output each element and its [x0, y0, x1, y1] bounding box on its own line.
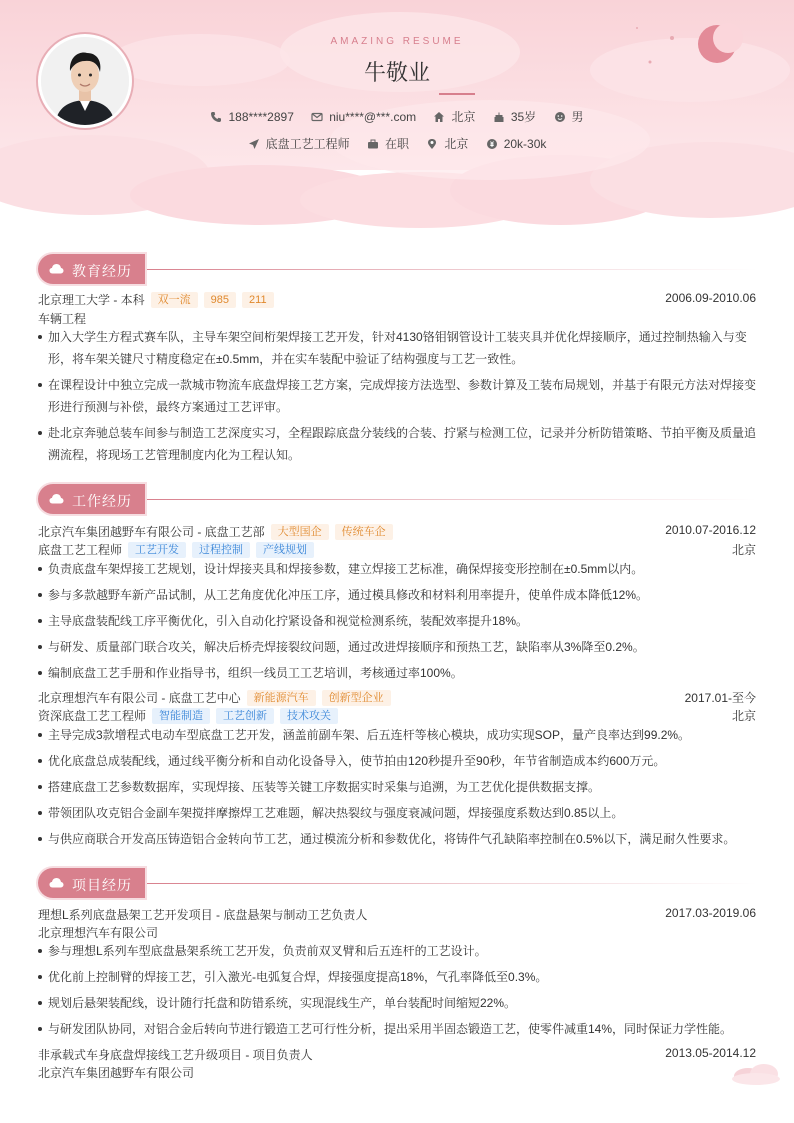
- education-header-row: [38, 291, 756, 309]
- company-tag: 大型国企: [271, 524, 329, 540]
- list-item: 参与理想L系列车型底盘悬架系统工艺开发，负责前双叉臂和后五连杆的工艺设计。: [38, 940, 756, 962]
- work-city: 北京: [731, 709, 756, 723]
- work-date: 2010.07-2016.12: [665, 523, 756, 537]
- section-title-text: 教育经历: [72, 263, 132, 279]
- contact-info-row: [0, 108, 794, 126]
- resume-tagline: AMAZING RESUME: [330, 36, 464, 47]
- send-icon: [248, 138, 260, 150]
- cloud-icon: [49, 263, 64, 274]
- section-title-text: 工作经历: [72, 493, 132, 509]
- list-item: 与供应商联合开发高压铸造铝合金转向节工艺，通过模流分析和参数优化，将铸件气孔缺陷率控制在0.5%以下，满足耐久性要求。: [38, 828, 756, 850]
- skill-tag: 过程控制: [192, 542, 250, 558]
- project-name: 非承载式车身底盘焊接线工艺升级项目 - 项目负责人: [38, 1048, 313, 1062]
- name-underline: [439, 93, 475, 95]
- school-tag: 211: [242, 292, 274, 308]
- list-item: 赴北京奔驰总装车间参与制造工艺深度实习，全程跟踪底盘分装线的合装、拧紧与检测工位，记录并分析防错策略、节拍平衡及质量追溯流程，将现场工艺管理制度内化为工程认知。: [38, 422, 756, 466]
- project-company: 北京理想汽车有限公司: [38, 926, 159, 940]
- phone-icon: [210, 111, 222, 123]
- project-company-row: [38, 1064, 756, 1082]
- job-title: 资深底盘工艺工程师: [38, 709, 147, 723]
- info-email: niu****@***.com: [311, 110, 416, 124]
- skill-tag: 工艺开发: [128, 542, 186, 558]
- info-status: 在职: [367, 135, 409, 152]
- major: 车辆工程: [38, 312, 87, 326]
- location-pin-icon: [426, 138, 438, 150]
- candidate-name: 牛敬业: [363, 60, 430, 85]
- info-position: 底盘工艺工程师: [248, 135, 350, 152]
- project-bullets: [38, 940, 756, 1044]
- work-bullets: [38, 724, 756, 854]
- skill-tag: 智能制造: [152, 708, 210, 724]
- list-item: 在课程设计中独立完成一款城市物流车底盘焊接工艺方案，完成焊接方法选型、参数计算及工装布局规划，并基于有限元方法对焊接变形进行预测与补偿，最终方案通过工艺评审。: [38, 374, 756, 418]
- skill-tag: 技术攻关: [280, 708, 338, 724]
- school-tag: 双一流: [151, 292, 198, 308]
- gender-icon: [554, 111, 566, 123]
- education-date: 2006.09-2010.06: [665, 291, 756, 305]
- project-name: 理想L系列底盘悬架工艺开发项目 - 底盘悬架与制动工艺负责人: [38, 908, 368, 922]
- work-company-row: [38, 523, 756, 541]
- list-item: 参与多款越野车新产品试制，从工艺角度优化冲压工序，通过模具修改和材料利用率提升，使单件成本降低12%。: [38, 584, 756, 606]
- education-bullets: [38, 326, 756, 470]
- section-divider: [147, 499, 757, 500]
- list-item: 带领团队攻克铝合金副车架搅拌摩擦焊工艺难题，解决热裂纹与强度衰减问题，焊接强度系数达到0.85以上。: [38, 802, 756, 824]
- list-item: 规划后悬架装配线，设计随行托盘和防错系统，实现混线生产，单台装配时间缩短22%。: [38, 992, 756, 1014]
- section-divider: [147, 269, 757, 270]
- project-date: 2017.03-2019.06: [665, 906, 756, 920]
- school-name: 北京理工大学 - 本科: [38, 293, 145, 307]
- list-item: 搭建底盘工艺参数数据库，实现焊接、压装等关键工序数据实时采集与追溯，为工艺优化提供数据支撑。: [38, 776, 756, 798]
- work-city: 北京: [731, 543, 756, 557]
- mail-icon: [311, 111, 323, 123]
- project-date: 2013.05-2014.12: [665, 1046, 756, 1060]
- job-title: 底盘工艺工程师: [38, 543, 123, 557]
- list-item: 优化底盘总成装配线，通过线平衡分析和自动化设备导入，使节拍由120秒提升至90秒，年节省制造成本约600万元。: [38, 750, 756, 772]
- section-title-text: 项目经历: [72, 877, 132, 893]
- project-header-row: [38, 906, 756, 924]
- work-title-row: [38, 541, 756, 559]
- list-item: 主导底盘装配线工序平衡优化，引入自动化拧紧设备和视觉检测系统，装配效率提升18%。: [38, 610, 756, 632]
- info-salary: 20k-30k: [486, 137, 547, 151]
- info-city: 北京: [426, 135, 468, 152]
- section-divider: [147, 883, 757, 884]
- list-item: 编制底盘工艺手册和作业指导书，组织一线员工工艺培训，考核通过率100%。: [38, 662, 756, 684]
- company-tag: 创新型企业: [322, 690, 391, 706]
- list-item: 加入大学生方程式赛车队，主导车架空间桁架焊接工艺开发，针对4130铬钼钢管设计工装夹具并优化焊接顺序，通过控制热输入与变形，将车架关键尺寸精度稳定在±0.5mm，并在实车装配中验证了结构强度与工艺一致性。: [38, 326, 756, 370]
- work-date: 2017.01-至今: [684, 691, 756, 705]
- company-tag: 传统车企: [335, 524, 393, 540]
- info-hometown: 北京: [433, 108, 475, 125]
- briefcase-icon: [367, 138, 379, 150]
- school-tag: 985: [204, 292, 236, 308]
- info-gender: 男: [554, 108, 584, 125]
- list-item: 负责底盘车架焊接工艺规划，设计焊接夹具和焊接参数，建立焊接工艺标准，确保焊接变形控制在±0.5mm以内。: [38, 558, 756, 580]
- skill-tag: 产线规划: [256, 542, 314, 558]
- company-name: 北京理想汽车有限公司 - 底盘工艺中心: [38, 691, 241, 705]
- resume-header: [0, 0, 794, 232]
- list-item: 主导完成3款增程式电动车型底盘工艺开发，涵盖前副车架、后五连杆等核心模块，成功实现SOP，量产良率达到99.2%。: [38, 724, 756, 746]
- project-header-row: [38, 1046, 756, 1064]
- company-tag: 新能源汽车: [247, 690, 316, 706]
- decorative-cloud-icon: [728, 1058, 784, 1086]
- company-name: 北京汽车集团越野车有限公司 - 底盘工艺部: [38, 525, 265, 539]
- work-company-row: [38, 689, 756, 707]
- job-intent-row: [0, 135, 794, 153]
- work-bullets: [38, 558, 756, 688]
- cloud-icon: [49, 493, 64, 504]
- salary-icon: [486, 138, 498, 150]
- list-item: 与研发、质量部门联合攻关，解决后桥壳焊接裂纹问题，通过改进焊接顺序和预热工艺，缺陷率从3%降至0.2%。: [38, 636, 756, 658]
- info-age: 35岁: [493, 108, 536, 125]
- info-phone: 188****2897: [210, 110, 293, 124]
- skill-tag: 工艺创新: [216, 708, 274, 724]
- list-item: 优化前上控制臂的焊接工艺，引入激光-电弧复合焊，焊接强度提高18%，气孔率降低至0.3%。: [38, 966, 756, 988]
- list-item: 与研发团队协同，对铝合金后转向节进行锻造工艺可行性分析，提出采用半固态锻造工艺，使零件减重14%，同时保证力学性能。: [38, 1018, 756, 1040]
- work-title-row: [38, 707, 756, 725]
- home-icon: [433, 111, 445, 123]
- cloud-icon: [49, 877, 64, 888]
- project-company: 北京汽车集团越野车有限公司: [38, 1066, 195, 1080]
- cake-icon: [493, 111, 505, 123]
